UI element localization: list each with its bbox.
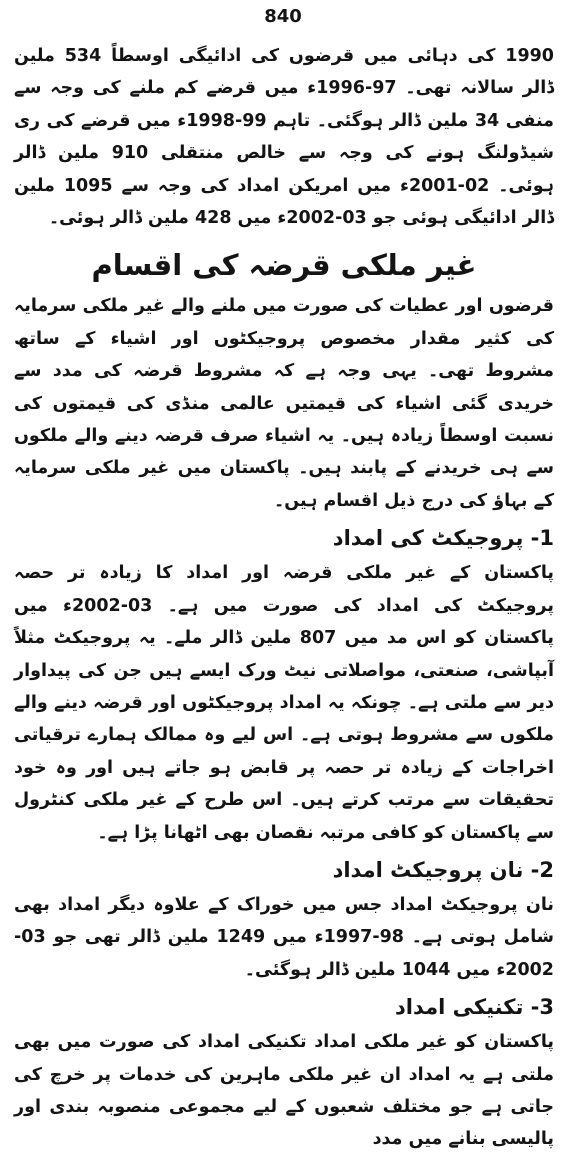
types-paragraph: قرضوں اور عطیات کی صورت میں ملنے والے غیر ملکی سرمایہ کی کثیر مقدار مخصوص پروجیکٹوں اور اشیاء کے ساتھ مشروط تھی۔ یہی وجہ ہے کہ مشروط قرضہ کی مدد سے خریدی گئی اشیاء کی قیمتیں عالمی منڈی کی قیمتوں کی نسبت اوسطاً زیادہ ہیں۔ یہ اشیاء صرف قرضہ دینے والے ملکوں سے ہی خریدنے کے پابند ہیں۔ پاکستان میں غیر ملکی سرمایہ کے بہاؤ کی درج ذیل اقسام ہیں۔ (14, 296, 554, 511)
section-title: غیر ملکی قرضہ کی اقسام (91, 248, 477, 283)
page-body (14, 40, 554, 1156)
intro-paragraph: 1990 کی دہائی میں قرضوں کی ادائیگی اوسطاً 534 ملین ڈالر سالانہ تھی۔ 97-1996ء میں قرضے کم ملنے کی وجہ سے منفی 34 ملین ڈالر ہوگئی۔ تاہم 99-1998ء میں قرضے کی ری شیڈولنگ ہونے کی وجہ سے خالص منتقلی 910 ملین ڈالر ہوئی۔ 02-2001ء میں امریکن امداد کی وجہ سے 1095 ملین ڈالر ادائیگی ہوئی جو 03-2002ء میں 428 ملین ڈالر ہوئی۔ (14, 46, 555, 229)
non-project-aid-paragraph: نان پروجیکٹ امداد جس میں خوراک کے علاوہ دیگر امداد بھی شامل ہوتی ہے۔ 98-1997ء میں 1249 ملین ڈالر تھی جو 03-2002ء میں 1044 ملین ڈالر ہوگئی۔ (14, 894, 555, 980)
page-number: 840 (264, 6, 302, 27)
heading-non-project-aid: 2- نان پروجیکٹ امداد (332, 857, 554, 882)
project-aid-paragraph: پاکستان کے غیر ملکی قرضہ اور امداد کا زیادہ تر حصہ پروجیکٹ کی امداد کی صورت میں ہے۔ 03-2002ء میں پاکستان کو اس مد میں 807 ملین ڈالر ملے۔ یہ پروجیکٹ مثلاً آبپاشی، صنعتی، مواصلاتی نیٹ ورک ایسے ہیں جن کی پیداوار دیر سے ملتی ہے۔ چونکہ یہ امداد پروجیکٹوں اور قرضہ دینے والے ملکوں سے مشروط ہوتی ہے۔ اس لیے وہ ممالک ہمارے ترقیاتی اخراجات کے زیادہ تر حصہ پر قابض ہو جاتے ہیں اور وہ خود تحقیقات سے مرتب کرتے ہیں۔ اس طرح کے غیر ملکی کنٹرول سے پاکستان کو کافی مرتبہ نقصان بھی اٹھانا پڑا ہے۔ (14, 563, 554, 843)
heading-technical-aid: 3- تکنیکی امداد (395, 995, 554, 1020)
heading-project-aid: 1- پروجیکٹ کی امداد (332, 526, 554, 551)
technical-aid-paragraph: پاکستان کو غیر ملکی امداد تکنیکی امداد کی صورت میں بھی ملتی ہے یہ امداد ان غیر ملکی ماہرین کی خدمات پر خرچ کی جاتی ہے جو مختلف شعبوں کے لیے مجموعی منصوبہ بندی اور پالیسی بنانے میں مدد (14, 1032, 554, 1150)
